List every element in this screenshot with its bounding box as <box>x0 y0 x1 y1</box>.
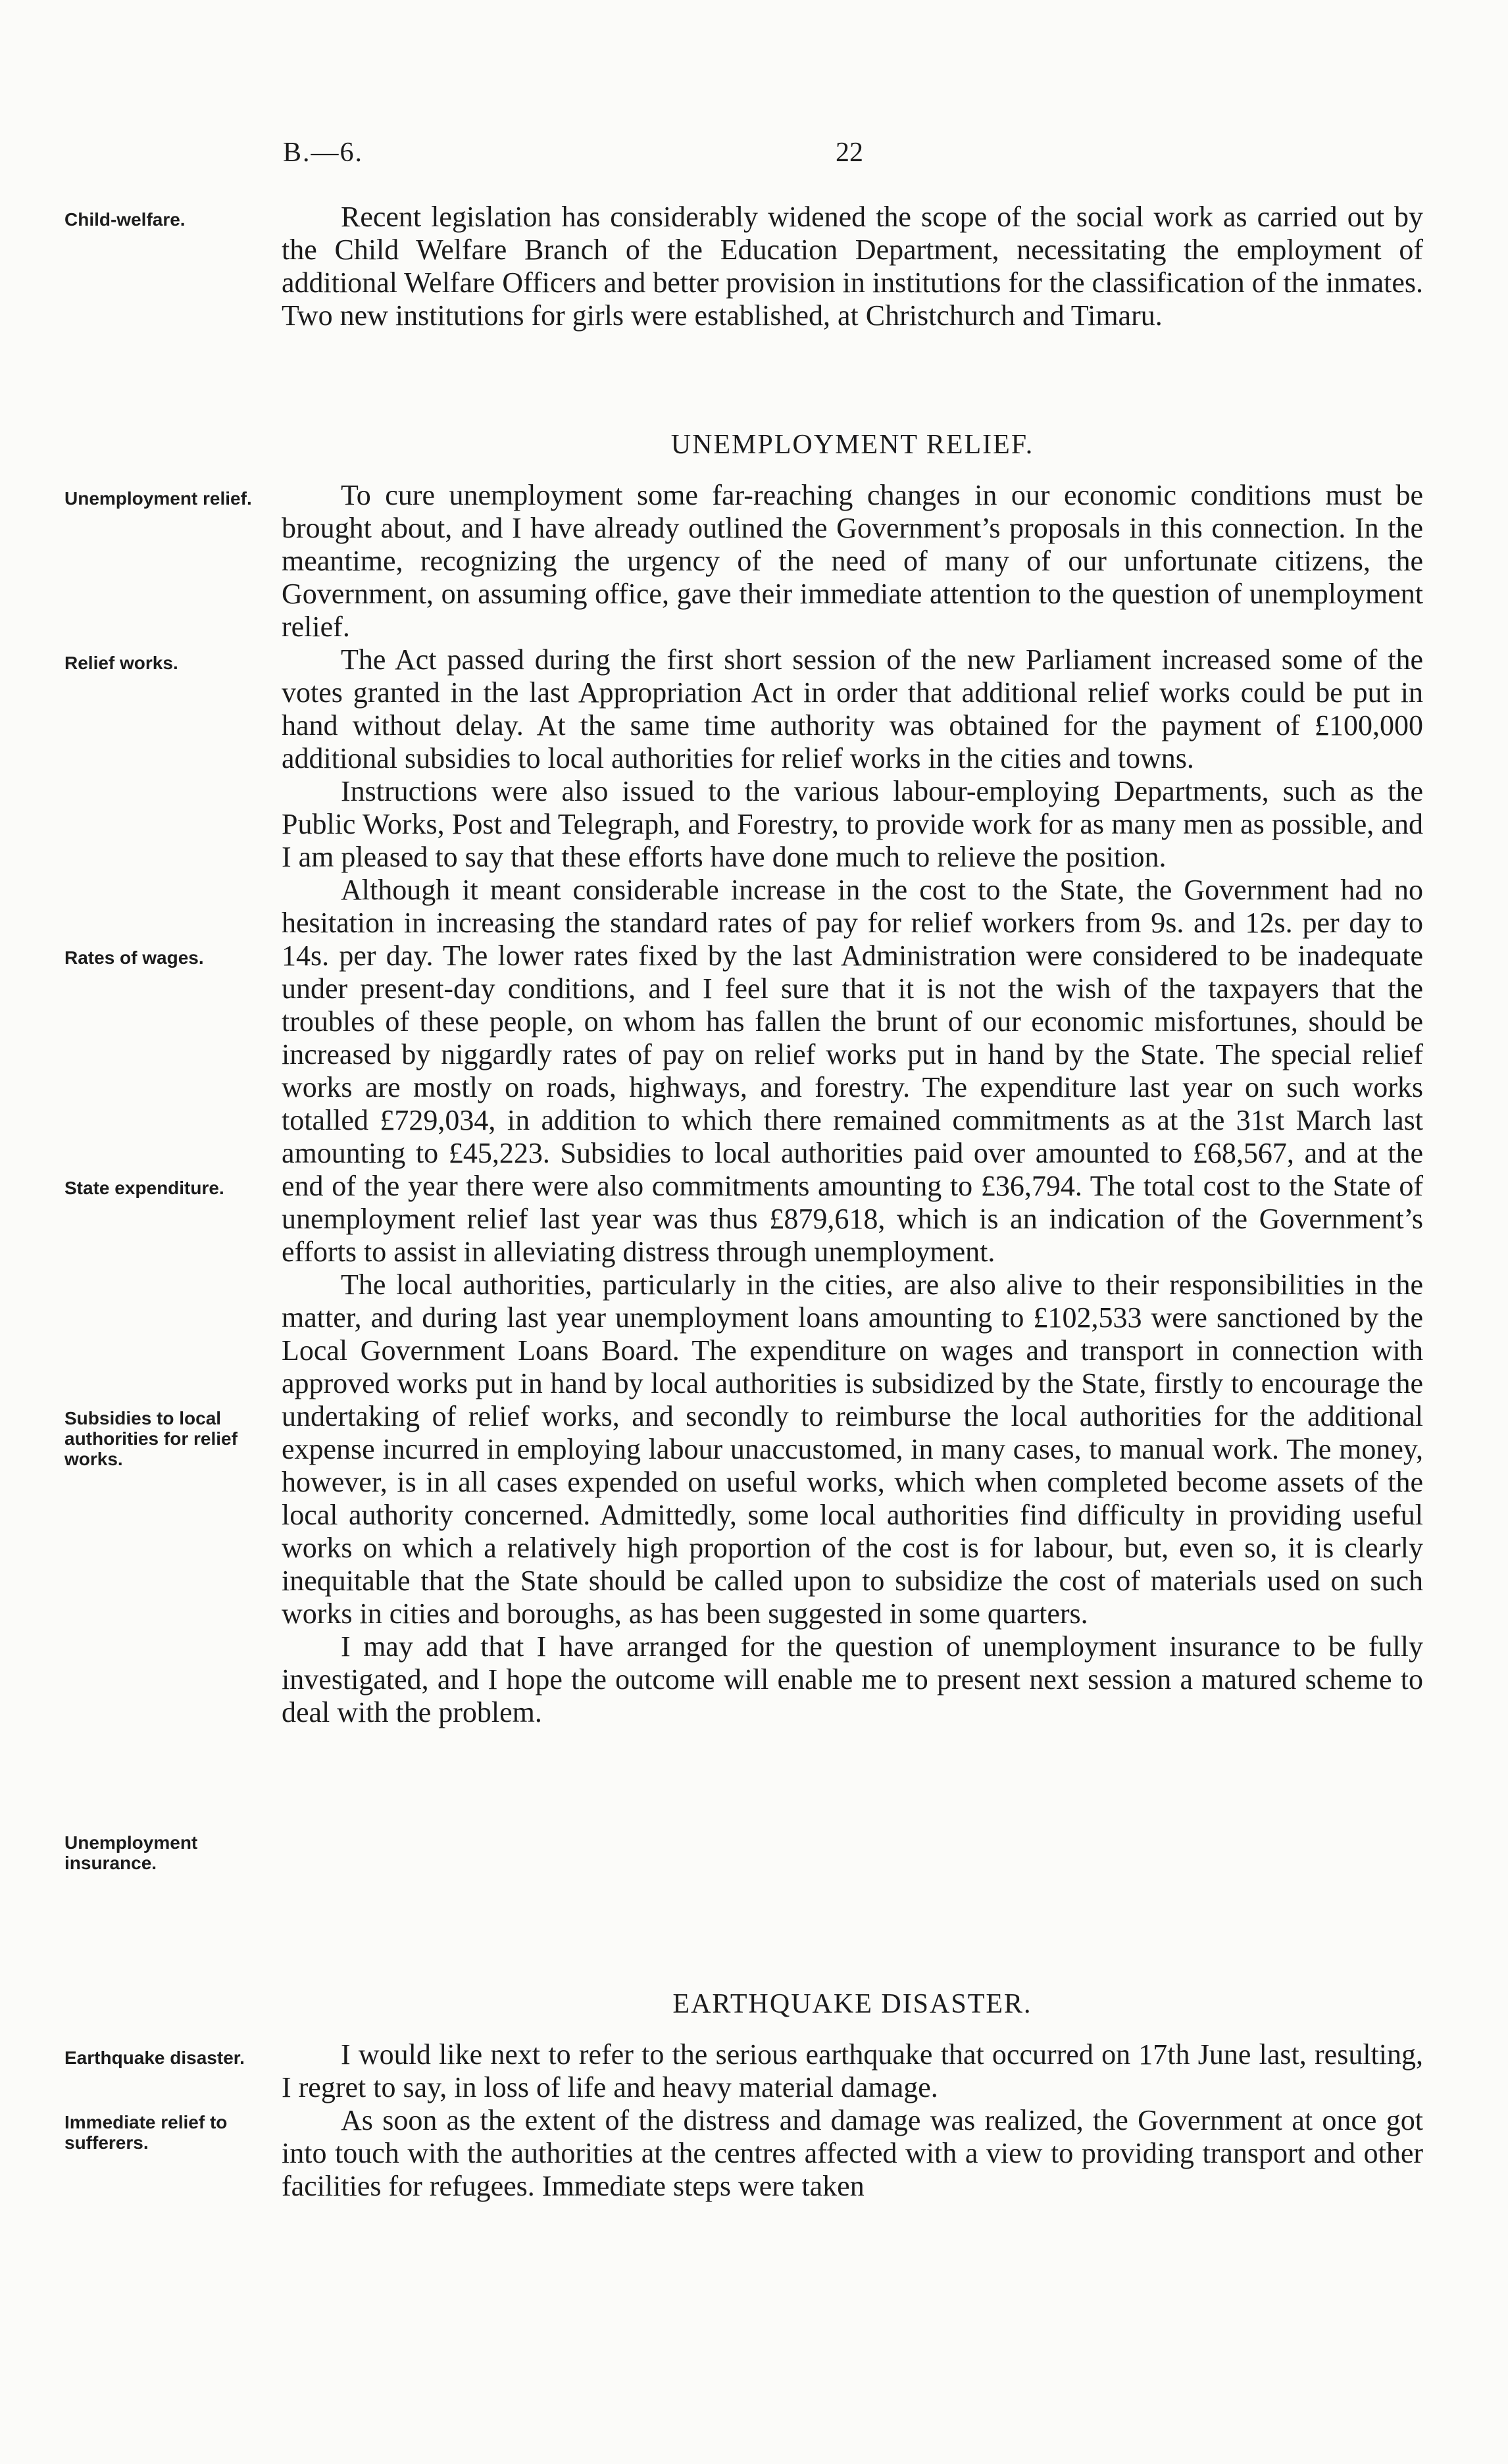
earthquake-section <box>282 2038 1423 2203</box>
margin-note-relief-works: Relief works. <box>64 653 178 673</box>
margin-note-unemployment-relief: Unemployment relief. <box>64 488 252 509</box>
margin-note-immediate-relief: Immediate relief to sufferers. <box>64 2112 228 2153</box>
margin-note-earthquake-disaster: Earthquake disaster. <box>64 2048 245 2068</box>
paragraph: To cure unemployment some far-reaching changes in our economic conditions must be brought about, and I have already outlined the Government’s proposals in this connection. In the meantime, recognizing the urgency of the need of many of our unfortunate citizens, the Government, on assuming office, gave their immediate attention to the question of unemployment relief. <box>282 479 1423 643</box>
page-number: 22 <box>836 138 863 168</box>
paragraph: I would like next to refer to the serious earthquake that occurred on 17th June last, resulting, I regret to say, in loss of life and heavy material damage. <box>282 2038 1423 2103</box>
margin-note-rates-of-wages: Rates of wages. <box>64 947 204 968</box>
margin-note-child-welfare: Child-welfare. <box>64 209 186 230</box>
margin-note-subsidies: Subsidies to local authorities for relief works. <box>64 1408 238 1469</box>
paragraph: Although it meant considerable increase in the cost to the State, the Government had no hesitation in increasing the standard rates of pay for relief workers from 9s. and 12s. per day to 14s. per day. The lower rates fixed by the last Administration were considered to be inadequate under present-day conditions, and I feel sure that it is not the wish of the taxpayers that the troubles of these people, on whom has fallen the brunt of our economic misfortunes, should be increased by niggardly rates of pay on relief works put in hand by the State. The special relief works are mostly on roads, highways, and forestry. The expenditure last year on such works totalled £729,034, in addition to which there remained commitments as at the 31st March last amounting to £45,223. Subsidies to local authorities paid over amounted to £68,567, and at the end of the year there were also commitments amounting to £36,794. The total cost to the State of unemployment relief last year was thus £879,618, which is an indication of the Government’s efforts to assist in alleviating distress through unemployment. <box>282 874 1423 1268</box>
paragraph: As soon as the extent of the distress and damage was realized, the Government at once got into touch with the authorities at the centres affected with a view to providing transport and other facilities for refugees. Immediate steps were taken <box>282 2104 1423 2202</box>
paragraph: The local authorities, particularly in the cities, are also alive to their responsibilities in the matter, and during last year unemployment loans amounting to £102,533 were sanctioned by the Local Government Loans Board. The expenditure on wages and transport in connection with approved works put in hand by local authorities is subsidized by the State, firstly to encourage the undertaking of relief works, and secondly to reimburse the local authorities for the additional expense incurred in employing labour unaccustomed, in many cases, to manual work. The money, however, is in all cases expended on useful works, which when completed become assets of the local authority concerned. Admittedly, some local authorities find difficulty in providing useful works on which a relatively high proportion of the cost is for labour, but, even so, it is clearly inequitable that the State should be called upon to subsidize the cost of materials used on such works in cities and boroughs, as has been suggested in some quarters. <box>282 1269 1423 1630</box>
paragraph: The Act passed during the first short session of the new Parliament increased some of the votes granted in the last Appropriation Act in order that additional relief works could be put in hand without delay. At the same time authority was obtained for the payment of £100,000 additional subsidies to local authorities for relief works in the cities and towns. <box>282 643 1423 774</box>
paragraph: Recent legislation has considerably widened the scope of the social work as carried out by the Child Welfare Branch of the Education Department, necessitating the employment of additional Welfare Officers and better provision in institutions for the classification of the inmates. Two new institutions for girls were established, at Christchurch and Timaru. <box>282 201 1423 332</box>
child-welfare-section <box>282 201 1423 332</box>
document-code: B.—6. <box>283 138 364 168</box>
paragraph: I may add that I have arranged for the question of unemployment insurance to be fully investigated, and I hope the outcome will enable me to present next session a matured scheme to deal with the problem. <box>282 1630 1423 1728</box>
section-heading-unemployment: UNEMPLOYMENT RELIEF. <box>670 430 1034 460</box>
section-heading-earthquake: EARTHQUAKE DISASTER. <box>672 1989 1032 2019</box>
margin-note-state-expenditure: State expenditure. <box>64 1178 224 1198</box>
paragraph: Instructions were also issued to the various labour-employing Departments, such as the Public Works, Post and Telegraph, and Forestry, to provide work for as many men as possible, and I am pleased to say that these efforts have done much to relieve the position. <box>282 775 1423 873</box>
unemployment-section <box>282 479 1423 1729</box>
margin-note-unemployment-insurance: Unemployment insurance. <box>64 1832 198 1873</box>
